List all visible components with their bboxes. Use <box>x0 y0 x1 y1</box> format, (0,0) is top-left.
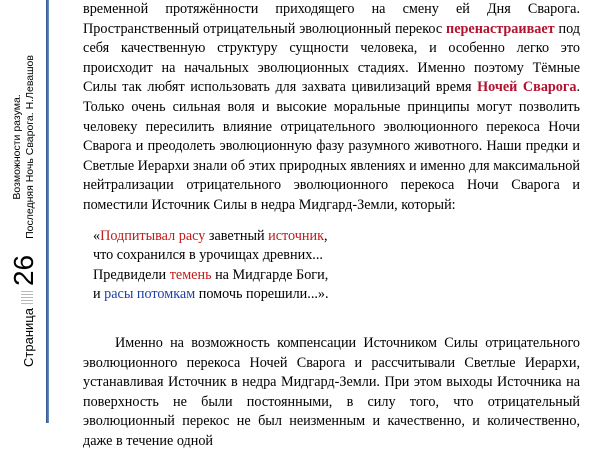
sidebar-border <box>46 0 49 423</box>
poem-line-1-mid: заветный <box>205 227 269 244</box>
poem-line-4-b: помочь порешили...». <box>195 286 329 303</box>
poem-open-quote: « <box>93 227 101 244</box>
paragraph-1 <box>83 0 580 216</box>
page-sidebar <box>0 0 48 423</box>
quoted-poem <box>93 227 580 305</box>
poem-line-1 <box>93 227 580 247</box>
poem-line-1-end: , <box>324 227 328 244</box>
poem-line-2: что сохранился в урочищах древних... <box>93 247 323 264</box>
poem-line-3-a: Предвидели <box>93 266 170 283</box>
paragraph-1-text-a: временной протяжённости приходящего на смену ей Дня Сварога. Пространственный отрицательный эволюционный перекос <box>83 1 580 37</box>
poem-red-phrase-1: Подпитывал расу <box>100 227 206 244</box>
page-number-decoration <box>21 290 33 304</box>
sidebar-rotated-text <box>10 55 38 367</box>
page-body <box>83 0 580 451</box>
page-word: Страница <box>21 308 36 367</box>
book-title-line2: Последняя Ночь Сварога. Н.Левашов <box>24 55 36 239</box>
poem-line-3 <box>93 266 580 286</box>
poem-blue-phrase: расы потомкам <box>104 286 196 303</box>
book-title-line1: Возможности разума. <box>11 94 23 200</box>
poem-line-4-a: и <box>93 286 105 303</box>
highlight-term-1: перенастраивает <box>446 20 555 37</box>
poem-red-phrase-3: темень <box>169 266 212 283</box>
poem-red-phrase-2: источник <box>268 227 324 244</box>
page-number: 26 <box>8 254 39 287</box>
poem-line-4 <box>93 285 580 305</box>
paragraph-2: Именно на возможность компенсации Источником Силы отрицательного эволюционного перекоса Ночей Сварога и рассчитывали Светлые Иерархи, устанавливая Источник в недра Мидгард-Земли. При этом выходы Источника на поверхность не были постоянными, в силу того, что отрицательный эволюционный перекос не был неизменным и качественно, и количественно, даже в течение одной <box>83 334 580 449</box>
page-number-block <box>10 255 38 367</box>
paragraph-1-text-c: . Только очень сильная воля и высокие моральные принципы могут позволить человеку пересилить влияние отрицательного эволюционного перекоса Ночи Сварога и преодолеть эволюционную фазу разумного животного. Наши предки и Светлые Иерархи знали об этих природных явлениях и именно для максимальной нейтрализации отрицательного эволюционного перекоса Ночи Сварога и поместили Источник Силы в недра Мидгард-Земли, который: <box>83 79 580 213</box>
paragraph-1-text-b: под себя качественную структуру сущности человека, и особенно легко это происходит на начальных эволюционных стадиях. Именно поэтому Тёмные Силы так любят использовать для захвата цивилизаций время <box>83 20 580 96</box>
highlight-term-2: Ночей Сварога <box>477 79 577 96</box>
running-header <box>11 55 37 239</box>
poem-line-3-b: на Мидгарде Боги, <box>211 266 329 283</box>
